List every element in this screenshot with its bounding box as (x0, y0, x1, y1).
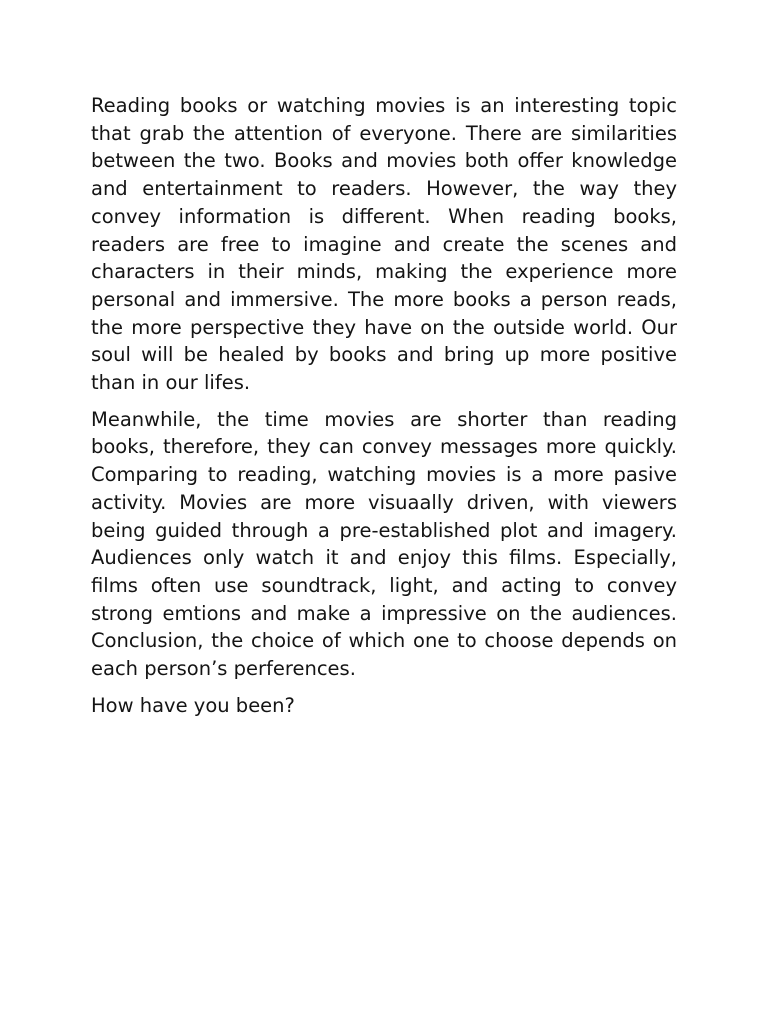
paragraph-movies: Meanwhile, the time movies are shorter than reading books, therefore, they can convey messages more quickly. Comparing to reading, watching movies is a more pasive activity. Movies are more visuaally driven, with viewers being guided through a pre-established plot and imagery. Audiences only watch it and enjoy this films. Especially, films often use soundtrack, light, and acting to convey strong emtions and make a impressive on the audiences. Conclusion, the choice of which one to choose depends on each person’s perferences. (91, 407, 677, 681)
paragraph-books: Reading books or watching movies is an interesting topic that grab the attention of everyone. There are similarities between the two. Books and movies both offer knowledge and entertainment to readers. However, the way they convey information is different. When reading books, readers are free to imagine and create the scenes and characters in their minds, making the experience more personal and immersive. The more books a person reads, the more perspective they have on the outside world. Our soul will be healed by books and bring up more positive than in our lifes. (91, 94, 677, 395)
document-body (91, 92, 677, 728)
paragraph-closing-question: How have you been? (91, 693, 295, 717)
